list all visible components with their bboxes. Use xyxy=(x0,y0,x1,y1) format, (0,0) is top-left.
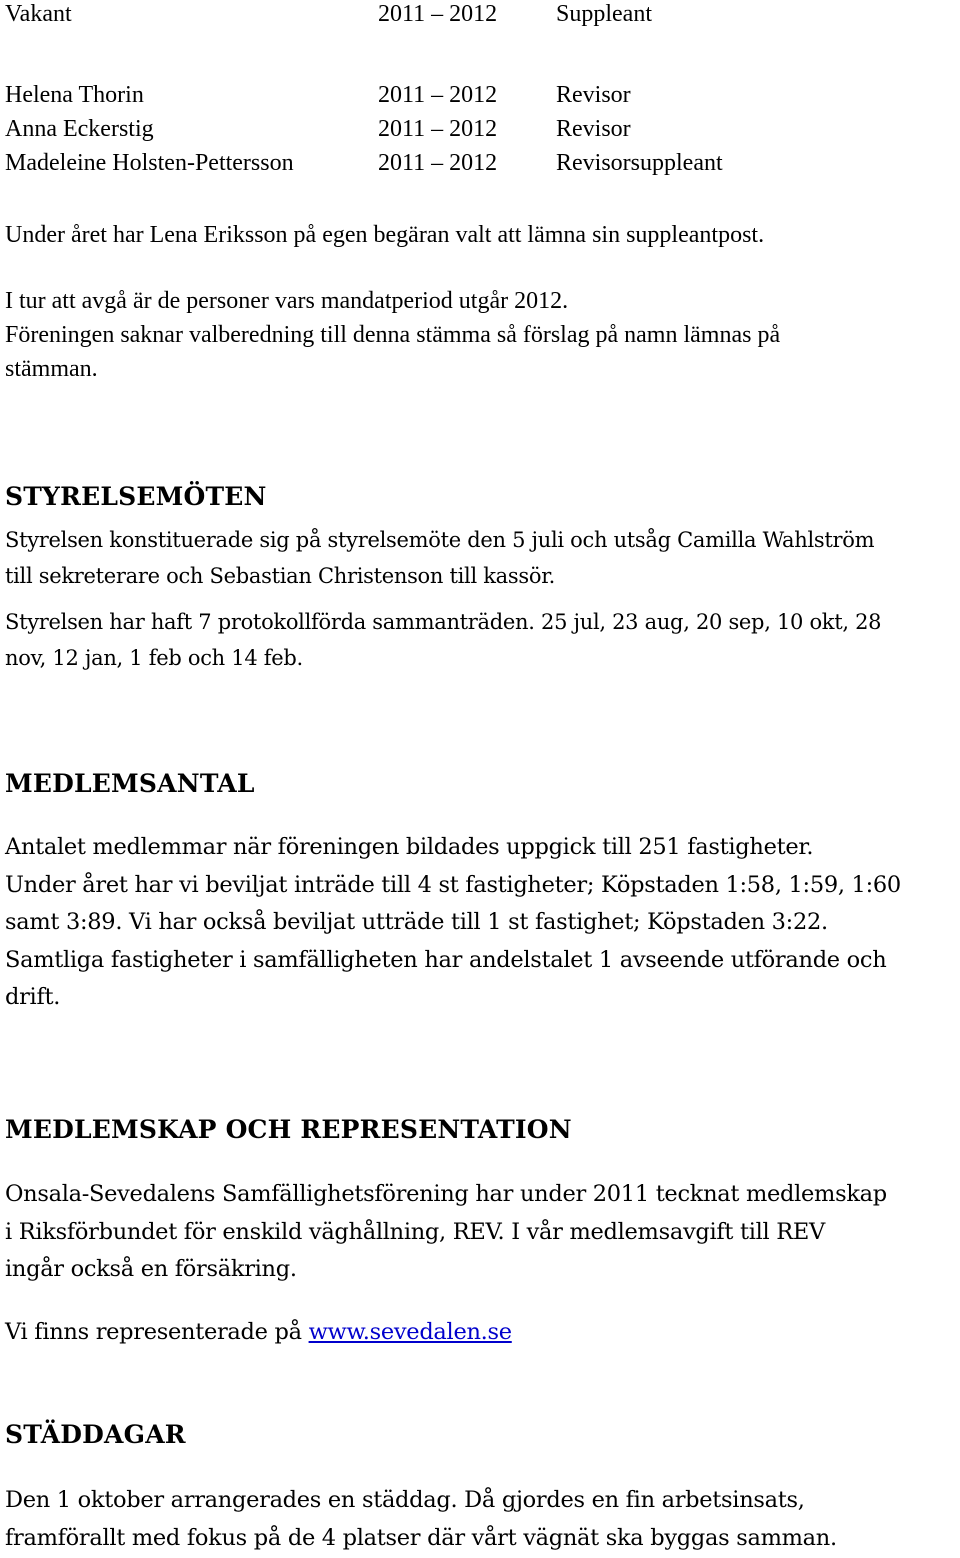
text-line: Under året har Lena Eriksson på egen begäran valt att lämna sin suppleantpost. xyxy=(5,222,765,248)
section-heading-medlemskap: MEDLEMSKAP OCH REPRESENTATION xyxy=(5,1115,572,1144)
role-name: Helena Thorin xyxy=(5,82,144,108)
text-line: till sekreterare och Sebastian Christenson till kassör. xyxy=(5,564,556,588)
role-period: 2011 – 2012 xyxy=(378,116,498,142)
website-paragraph xyxy=(5,1314,960,1352)
role-name: Anna Eckerstig xyxy=(5,116,154,142)
medlemsantal-paragraph xyxy=(5,829,960,1017)
section-heading-staddagar: STÄDDAGAR xyxy=(5,1420,186,1449)
resignation-paragraph xyxy=(5,218,960,252)
text-line xyxy=(5,1314,960,1352)
text-line: Under året har vi beviljat inträde till 4 st fastigheter; Köpstaden 1:58, 1:59, 1:60 xyxy=(5,871,901,898)
text-line: Onsala-Sevedalens Samfällighetsförening har under 2011 tecknat medlemskap xyxy=(5,1181,887,1207)
text-line: Den 1 oktober arrangerades en städdag. Då gjordes en fin arbetsinsats, xyxy=(5,1487,805,1513)
section-heading-styrelsemoten: STYRELSEMÖTEN xyxy=(5,482,267,511)
styrelsemoten-paragraph-2 xyxy=(5,604,960,676)
role-period: 2011 – 2012 xyxy=(378,82,498,108)
text-line: Styrelsen konstituerade sig på styrelsemöte den 5 juli och utsåg Camilla Wahlström xyxy=(5,528,875,552)
role-title: Revisorsuppleant xyxy=(556,150,723,176)
text-line: drift. xyxy=(5,984,61,1010)
styrelsemoten-paragraph-1 xyxy=(5,522,960,594)
text-line: Samtliga fastigheter i samfälligheten har andelstalet 1 avseende utförande och xyxy=(5,946,887,973)
text-line: samt 3:89. Vi har också beviljat utträde till 1 st fastighet; Köpstaden 3:22. xyxy=(5,909,828,935)
website-link[interactable]: www.sevedalen.se xyxy=(308,1319,512,1345)
role-period: 2011 – 2012 xyxy=(378,150,498,176)
text-line: Antalet medlemmar när föreningen bildades uppgick till 251 fastigheter. xyxy=(5,834,814,860)
role-title: Revisor xyxy=(556,82,631,108)
text-line: framförallt med fokus på de 4 platser där vårt vägnät ska byggas samman. xyxy=(5,1524,837,1551)
text-line: nov, 12 jan, 1 feb och 14 feb. xyxy=(5,646,303,670)
staddagar-paragraph xyxy=(5,1482,960,1557)
text-line: Föreningen saknar valberedning till denna stämma så förslag på namn lämnas på xyxy=(5,322,781,348)
role-name: Vakant xyxy=(5,1,72,27)
election-paragraph xyxy=(5,284,960,386)
text-line: Styrelsen har haft 7 protokollförda sammanträden. 25 jul, 23 aug, 20 sep, 10 okt, 28 xyxy=(5,610,882,634)
text-line: I tur att avgå är de personer vars mandatperiod utgår 2012. xyxy=(5,288,569,314)
text-line: ingår också en försäkring. xyxy=(5,1256,297,1282)
role-title: Suppleant xyxy=(556,1,652,27)
medlemskap-paragraph xyxy=(5,1176,960,1289)
text-line: i Riksförbundet för enskild väghållning, REV. I vår medlemsavgift till REV xyxy=(5,1218,825,1245)
role-period: 2011 – 2012 xyxy=(378,1,498,27)
website-prefix: Vi finns representerade på xyxy=(5,1319,309,1345)
role-name: Madeleine Holsten-Pettersson xyxy=(5,150,294,176)
section-heading-medlemsantal: MEDLEMSANTAL xyxy=(5,769,255,798)
text-line: stämman. xyxy=(5,356,98,382)
role-title: Revisor xyxy=(556,116,631,142)
